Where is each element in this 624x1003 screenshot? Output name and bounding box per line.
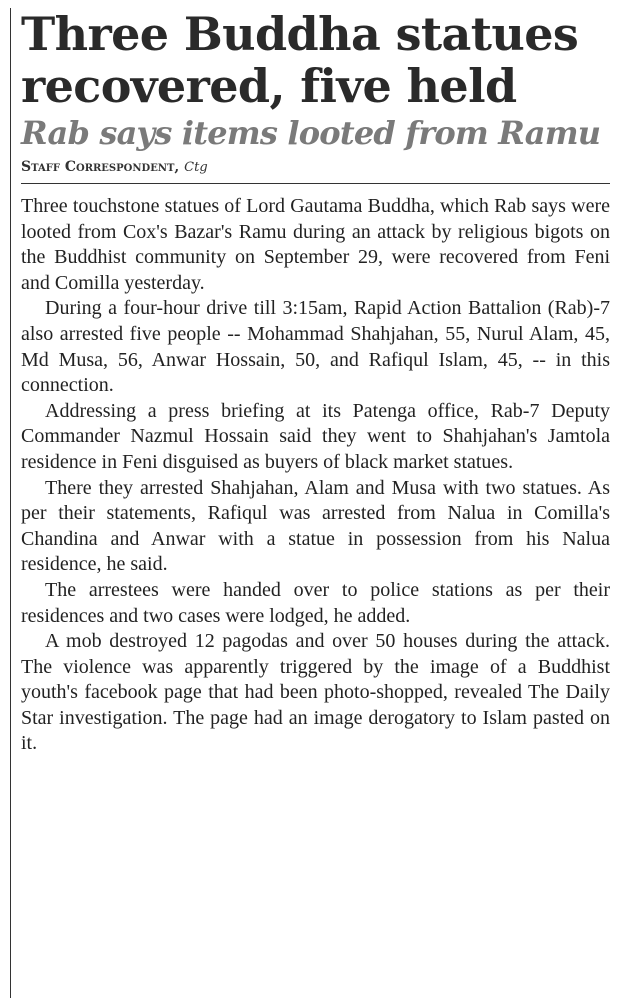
byline: Staff Correspondent, Ctg: [21, 158, 610, 184]
paragraph: Three touchstone statues of Lord Gautama Buddha, which Rab says were looted from Cox's Bazar's Ramu during an attack by religious bigots on the Buddhist community on September 29, were recovered from Feni and Comilla yesterday.: [21, 195, 610, 294]
paragraph: During a four-hour drive till 3:15am, Rapid Action Battalion (Rab)-7 also arrested five people -- Mohammad Shahjahan, 55, Nurul Alam, 45, Md Musa, 56, Anwar Hossain, 50, and Rafiqul Islam, 45, -- in this connection.: [21, 297, 610, 397]
news-article: [10, 8, 610, 998]
paragraph: The arrestees were handed over to police stations as per their residences and two cases were lodged, he added.: [21, 578, 610, 627]
paragraph: Addressing a press briefing at its Patenga office, Rab-7 Deputy Commander Nazmul Hossain said they went to Shahjahan's Jamtola residence in Feni disguised as buyers of black market statues.: [21, 399, 610, 473]
paragraph: There they arrested Shahjahan, Alam and Musa with two statues. As per their statements, Rafiqul was arrested from Nalua in Comilla's Chandina and Anwar with a statue in possession from his Nalua residence, he said.: [21, 476, 610, 576]
subheadline: Rab says items looted from Ramu: [21, 114, 601, 152]
paragraph: A mob destroyed 12 pagodas and over 50 houses during the attack. The violence was apparently triggered by the image of a Buddhist youth's facebook page that had been photo-shopped, revealed The Daily Star investigation. The page had an image derogatory to Islam pasted on it.: [21, 630, 610, 755]
byline-location: Ctg: [184, 160, 208, 175]
byline-author: Staff Correspondent: [21, 159, 175, 175]
headline: Three Buddha statues recovered, five held: [21, 7, 579, 113]
article-body: [21, 194, 610, 757]
